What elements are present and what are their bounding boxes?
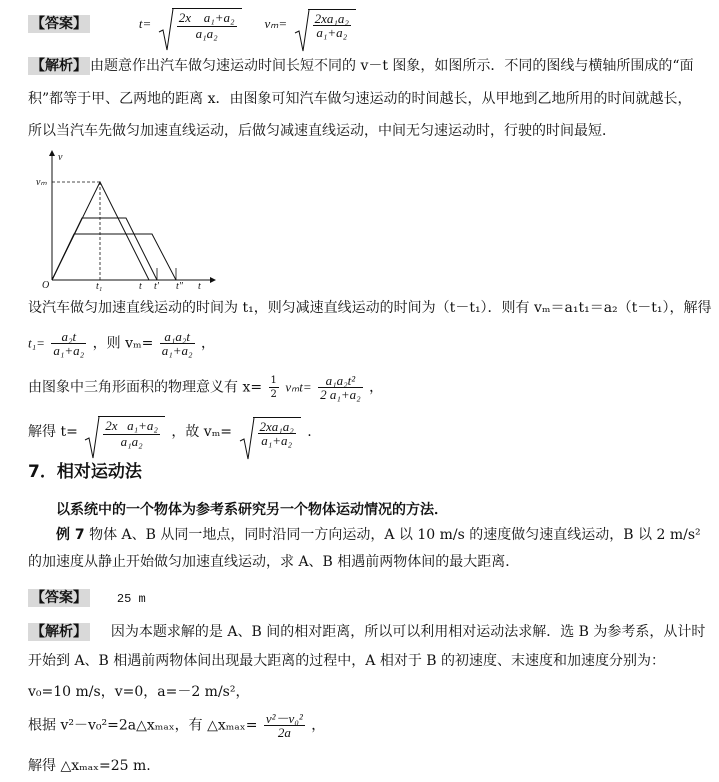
trapezoid-path-1 xyxy=(52,218,157,280)
example7-line2: 的加速度从静止开始做匀加速直线运动，求 A、B 相遇前两物体间的最大距离． xyxy=(28,554,520,570)
derivation-line3-end: ， xyxy=(369,379,384,396)
t-den: a₁a₂ xyxy=(195,26,218,41)
analysis2-tag: 【解析】 xyxy=(28,623,90,641)
derivation-line4-mid: ，故 vₘ= xyxy=(171,424,233,440)
vm-den2: a₁+a₂ xyxy=(161,343,193,358)
analysis2-line4 xyxy=(28,712,325,739)
vm-num: 2xa₁a₂ xyxy=(314,11,349,26)
t-num-b: a₁+a₂ xyxy=(203,10,235,25)
t2-den: a₁a₂ xyxy=(120,434,143,449)
radical-sign-icon xyxy=(294,9,310,53)
analysis2-line4-end: ， xyxy=(311,717,326,734)
analysis1-text1: 由题意作出汽车做匀速运动时间长短不同的 v－t 图象，如图所示．不同的图线与横轴所围成的“面 xyxy=(90,58,694,74)
radical-sign-icon xyxy=(84,416,100,460)
dx-den: 2a xyxy=(277,725,291,740)
analysis2-line3: v₀=10 m/s，v=0，a=－2 m/s²， xyxy=(28,684,250,700)
section7-heading: 7．相对运动法 xyxy=(28,462,142,482)
vm2-den: a₁+a₂ xyxy=(261,433,293,448)
radical-sign-icon xyxy=(158,8,174,52)
answer-tag: 【答案】 xyxy=(28,15,90,33)
t-label: t xyxy=(139,281,142,292)
sqrt-t2 xyxy=(84,416,165,448)
dx-num: v²－v₀² xyxy=(265,711,303,726)
analysis2-line1 xyxy=(28,622,705,642)
answer2-tag: 【答案】 xyxy=(28,589,90,607)
analysis1-line2: 积”都等于甲、乙两地的距离 x．由图象可知汽车做匀速运动的时间越长，从甲地到乙地所用的时间就越长， xyxy=(28,91,692,107)
example7-line1 xyxy=(56,525,701,545)
half-den: 2 xyxy=(270,389,277,400)
derivation-line1: 设汽车做匀加速直线运动的时间为 t₁，则匀减速直线运动的时间为（t－t₁）．则有 vₘ＝a₁t₁＝a₂（t－t₁），解得 xyxy=(28,300,712,316)
vm-lhs: vₘ= xyxy=(264,16,288,31)
derivation-line4 xyxy=(28,416,312,448)
analysis1-line1 xyxy=(28,56,694,76)
sqrt-t xyxy=(158,8,242,40)
area-den: 2 a₁+a₂ xyxy=(320,387,361,402)
derivation-line3-pre: 由图象中三角形面积的物理意义有 x= xyxy=(28,379,263,396)
vm-num2: a₁a₂t xyxy=(160,330,195,344)
t1-num: a₂t xyxy=(51,330,86,344)
analysis2-text1: 因为本题求解的是 A、B 间的相对距离，所以可以利用相对运动法求解．选 B 为参考系，从计时 xyxy=(110,624,706,640)
y-axis-arrow-icon xyxy=(49,150,55,156)
section7-subtitle: 以系统中的一个物体为参考系研究另一个物体运动情况的方法． xyxy=(56,502,448,518)
sqrt-vm xyxy=(294,9,356,39)
analysis2-line2: 开始到 A、B 相遇前两物体间出现最大距离的过程中，A 相对于 B 的初速度、末速度和加速度分别为： xyxy=(28,653,666,669)
analysis2-line5: 解得 △xₘₐₓ=25 m. xyxy=(28,758,151,774)
answer1-line xyxy=(28,8,358,40)
answer2-value: 25 m xyxy=(116,592,146,606)
tpp-label: t″ xyxy=(176,281,183,292)
x-axis-arrow-icon xyxy=(210,277,216,283)
analysis2-line4-pre: 根据 v²－v₀²=2a△xₘₐₓ，有 △xₘₐₓ= xyxy=(28,717,258,734)
sqrt-vm2 xyxy=(239,417,301,447)
vm2-num: 2xa₁a₂ xyxy=(259,419,294,434)
half-num: 1 xyxy=(270,375,277,386)
derivation-line2-end: ， xyxy=(201,335,216,352)
triangle-path xyxy=(52,182,149,280)
area-num: a₁a₂t² xyxy=(318,374,363,388)
t-num-a: 2x xyxy=(178,10,192,25)
answer2-line xyxy=(28,588,146,609)
analysis1-line3: 所以当汽车先做匀加速直线运动，后做匀减速直线运动，中间无匀速运动时，行驶的时间最短． xyxy=(28,123,616,139)
radical-sign-icon xyxy=(239,417,255,461)
derivation-line4-pre: 解得 t= xyxy=(28,424,78,440)
vm-den: a₁+a₂ xyxy=(316,25,348,40)
t-lhs: t= xyxy=(138,16,152,31)
vt-graph xyxy=(38,150,218,290)
t1-lhs: t₁= xyxy=(28,335,45,351)
vm-label: vₘ xyxy=(36,177,47,188)
t1-den: a₁+a₂ xyxy=(53,343,85,358)
derivation-line3 xyxy=(28,374,383,401)
example7-label: 例 7 xyxy=(56,527,85,543)
analysis-tag: 【解析】 xyxy=(28,57,90,75)
tp-label: t′ xyxy=(154,281,159,292)
t1-label: t₁ xyxy=(96,281,103,292)
origin-label: O xyxy=(42,280,50,291)
derivation-line2-mid: ，则 vₘ= xyxy=(92,335,154,352)
t2-num-b: a₁+a₂ xyxy=(127,418,158,433)
x-axis-label: t xyxy=(198,281,201,292)
derivation-line2 xyxy=(28,330,215,357)
example7-text1: 物体 A、B 从同一地点，同时沿同一方向运动，A 以 10 m/s 的速度做匀速直线运动，B 以 2 m/s² xyxy=(89,527,701,543)
y-axis-label: v xyxy=(58,152,63,163)
derivation-line4-end: . xyxy=(307,424,312,440)
derivation-line3-mid: vₘt= xyxy=(285,379,312,395)
t2-num-a: 2x xyxy=(105,418,118,433)
